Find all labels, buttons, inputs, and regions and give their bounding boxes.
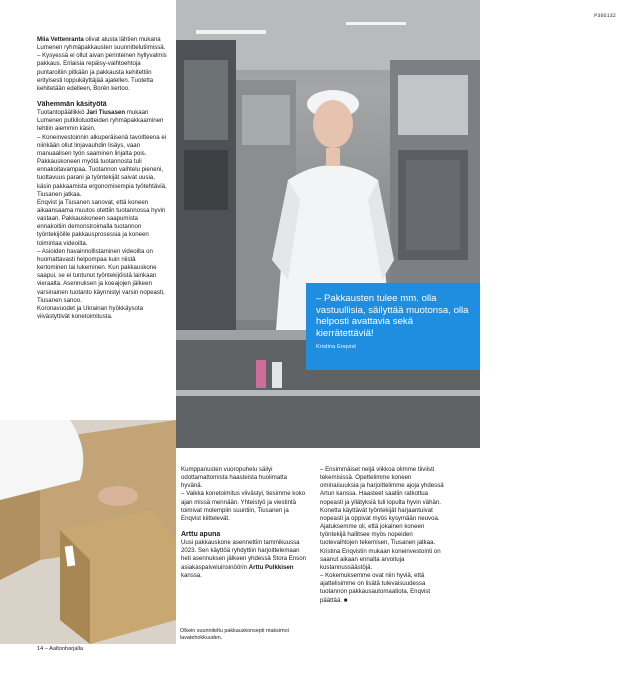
paragraph: – Ensimmäiset neljä viikkoa olimme tiiviisti tekemisissä. Opettelimme koneen ominaisuuksia ja harjoittelimme ajoja yhdessä Artun kanssa. Haasteet saatiin ratkottua nopeasti ja yllätyksiä tuli lopulta hyvin vähän. Konetta käyttävät työntekijät harjaantuivat nopeasti ja oppivat myös kysymään neuvoa. Ajatuksemme oli, että jokainen koneen työntekijä hallitsee myös nopeiden tuotevaihtojen tekemisen, Tiusanen jatkaa. bbox=[320, 466, 444, 547]
subheading: Arttu apuna bbox=[181, 531, 221, 539]
paragraph: – Koneinvestoinnin alkuperäisenä tavoitteena ei niinkään ollut linjavauhdin lisäys, vaan manuaalisen työn saaminen linjalta pois. Pakkauskoneen myötä tuotannosta tuli ennakoitavampaa. Tuotannon vaihtelu pieneni, tuottavuus parani ja työntekijät saivat uusia, käsin pakkaamista ergonomisempia työtehtäviä, Tiusanen jatkaa. bbox=[37, 133, 167, 198]
article-column-left bbox=[37, 36, 167, 321]
paragraph-text: mukaan Lumenen putkilotuotteiden ryhmäpakkaaminen tehtiin aiemmin käsin. bbox=[37, 109, 164, 133]
article-column-right bbox=[320, 466, 448, 605]
pull-quote bbox=[306, 283, 480, 370]
person-name: Arttu Pulkkisen bbox=[248, 563, 294, 571]
paragraph: – Kysyessä ei ollut aivan perinteinen hyllyvalmis pakkaus. Erilaisia repäisy-vaihtoehtoja puntaroitiin pitkään ja pakkausta kehitettiin erityisesti loppukäyttäjää ajatellen. Tuotetta kehitetään edelleen, Borén kertoo. bbox=[37, 52, 167, 92]
box-packing-photo bbox=[0, 420, 176, 644]
paragraph: Enqvist ja Tiusanen sanovat, että koneen aikaansaama muutos otettiin tuotannossa hyvin vastaan. Pakkauskoneen saapumista ennakoitiin demonstroimalla tuotannon työntekijöille pakkausprosessia ja koneen toimintaa videoilta. bbox=[37, 198, 166, 247]
paragraph: Kumppanusten vuoropuhelu säilyi odottamattomista haasteista huolimatta hyvänä. bbox=[181, 466, 288, 490]
quote-author: Kristina Enqvist bbox=[316, 344, 356, 351]
photo-caption: Olkein suunniteltu pakkauskonsepti maksimoi lavatehokkuuden. bbox=[180, 628, 289, 641]
paragraph-text: Tuotantopäällikkö bbox=[37, 109, 87, 117]
paragraph-text: kanssa. bbox=[181, 571, 203, 579]
paragraph: – Kokemuksemme ovat niin hyviä, että ajattelisimme on lisätä tulevaisuudessa tuotannon pakkausautomaatiota, Enqvist päättää. ■ bbox=[320, 572, 431, 604]
quote-text: – Pakkausten tulee mm. olla vastuullisia, säilyttää muotonsa, olla helposti avattavia sekä kierrätettäviä! bbox=[316, 293, 469, 339]
article-column-middle bbox=[181, 466, 310, 580]
paragraph-text: Uusi pakkauskone asennettiin tammikuussa 2023. Sen käyttöä ryhdyttiin harjoittelemaan heti asennuksen jälkeen yhdessä Stora Enson asiakaspalveluinsinöörin bbox=[181, 539, 307, 571]
paragraph: Kristina Enqvistin mukaan koneinvestointi on saanut aikaan ennalta arvoituja kustannussäästöjä. bbox=[320, 547, 441, 571]
paragraph: Koronavuodet ja Ukrainan hyökkäysota viivästyttivät konetoimitusta. bbox=[37, 304, 144, 320]
cardboard-boxes-illustration bbox=[0, 420, 176, 644]
paragraph bbox=[37, 109, 167, 133]
machine-tag: P366132 bbox=[590, 12, 620, 21]
paragraph: – Asioiden havainnollistaminen videoilta on huomattavasti helpompaa kuin niistä kertominen tai lukeminen. Kun pakkauskone saapui, se ei tuntunut työntekijöistä lainkaan vieraalta. Asennuksen ja koeajojen jälkeen varsinainen tuotanto käynnistyi varsin nopeasti, Tiusanen sanoo. bbox=[37, 247, 165, 304]
paragraph-text: olivat alusta lähtien mukana Lumenen ryhmäpakkausten suunnittelutiimissä. bbox=[37, 36, 166, 52]
paragraph bbox=[181, 539, 310, 580]
photo-credit: Kuva: Lumene bbox=[634, 22, 639, 53]
page-footer: 14 – Aaltonharjalla bbox=[37, 646, 84, 652]
paragraph: – Vaikka konetoimitus viivästyi, tiesimme koko ajan missä mennään. Yhteistyö ja viestintä toimivat molempiin suuntiin, Tiusanen ja Enqvist kiittelevät. bbox=[181, 490, 306, 522]
factory-scene-illustration bbox=[176, 0, 480, 448]
paragraph bbox=[37, 36, 167, 52]
worker-photo bbox=[176, 0, 639, 448]
subheading: Vähemmän käsityötä bbox=[37, 101, 107, 109]
person-name: Jari Tiusasen bbox=[86, 109, 126, 117]
person-name: Miia Vettenranta bbox=[37, 36, 84, 43]
